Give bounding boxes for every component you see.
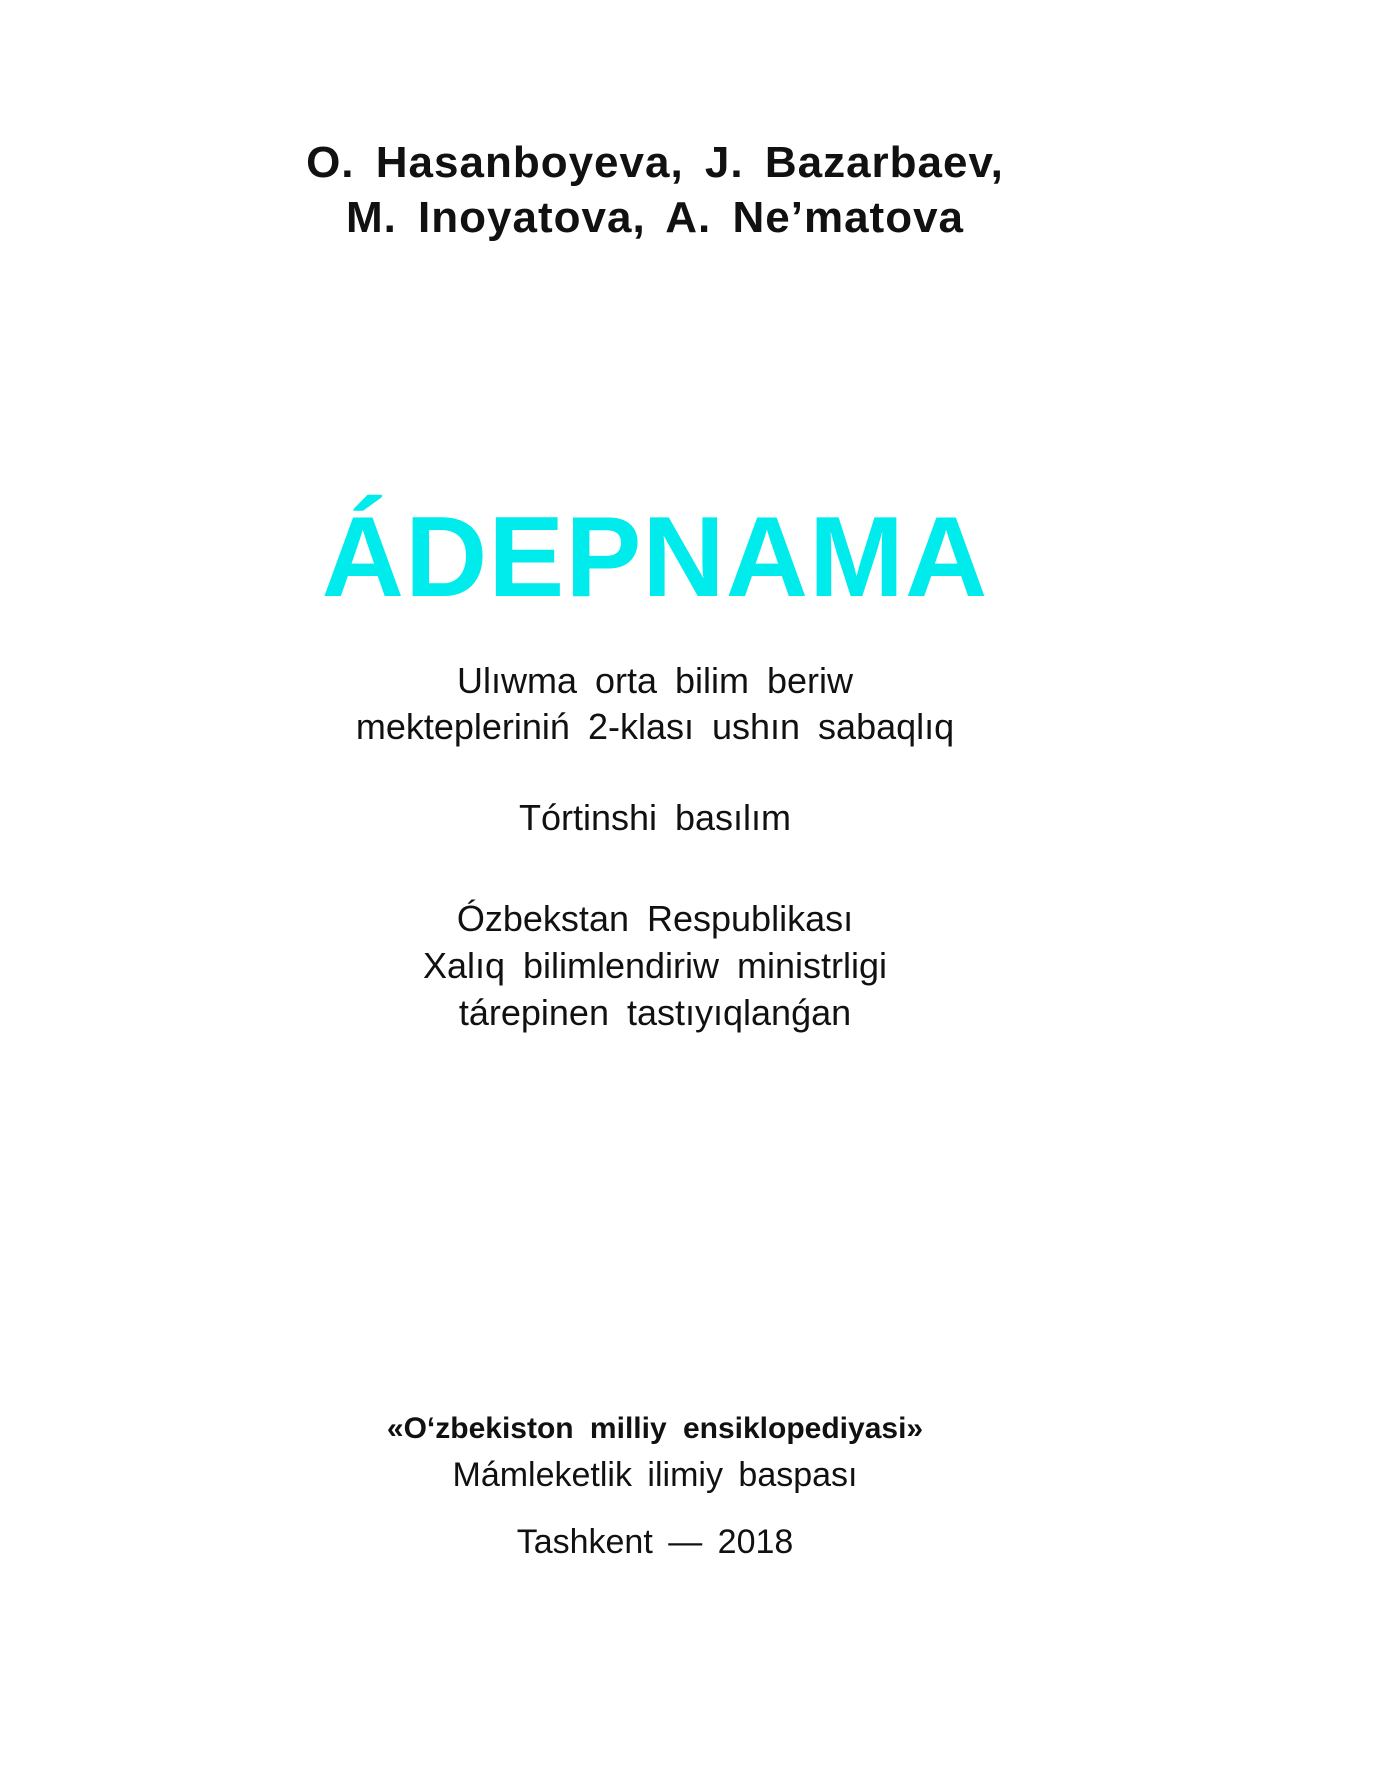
authors-line-1: O. Hasanboyeva, J. Bazarbaev, [306, 138, 1004, 187]
approval-line-3: tárepinen tastıyıqlanǵan [458, 992, 852, 1033]
edition-label: Tórtinshi basılım [518, 797, 792, 838]
book-title: ÁDEPNAMA [321, 494, 989, 621]
authors-line-2: M. Inoyatova, A. Ne’matova [345, 193, 965, 242]
publisher-type: Mámleketlik ilimiy baspası [452, 1456, 858, 1494]
approval-line-1: Ózbekstan Respublikası [456, 898, 854, 939]
subtitle-line-2: mektepleriniń 2-klası ushın sabaqlıq [355, 706, 955, 747]
publisher-name: «O‘zbekiston milliy ensiklopediyasi» [386, 1412, 924, 1445]
subtitle-line-1: Ulıwma orta bilim beriw [456, 660, 854, 701]
approval-line-2: Xalıq bilimlendiriw ministrligi [422, 945, 888, 986]
imprint-city-year: Tashkent — 2018 [516, 1523, 794, 1561]
